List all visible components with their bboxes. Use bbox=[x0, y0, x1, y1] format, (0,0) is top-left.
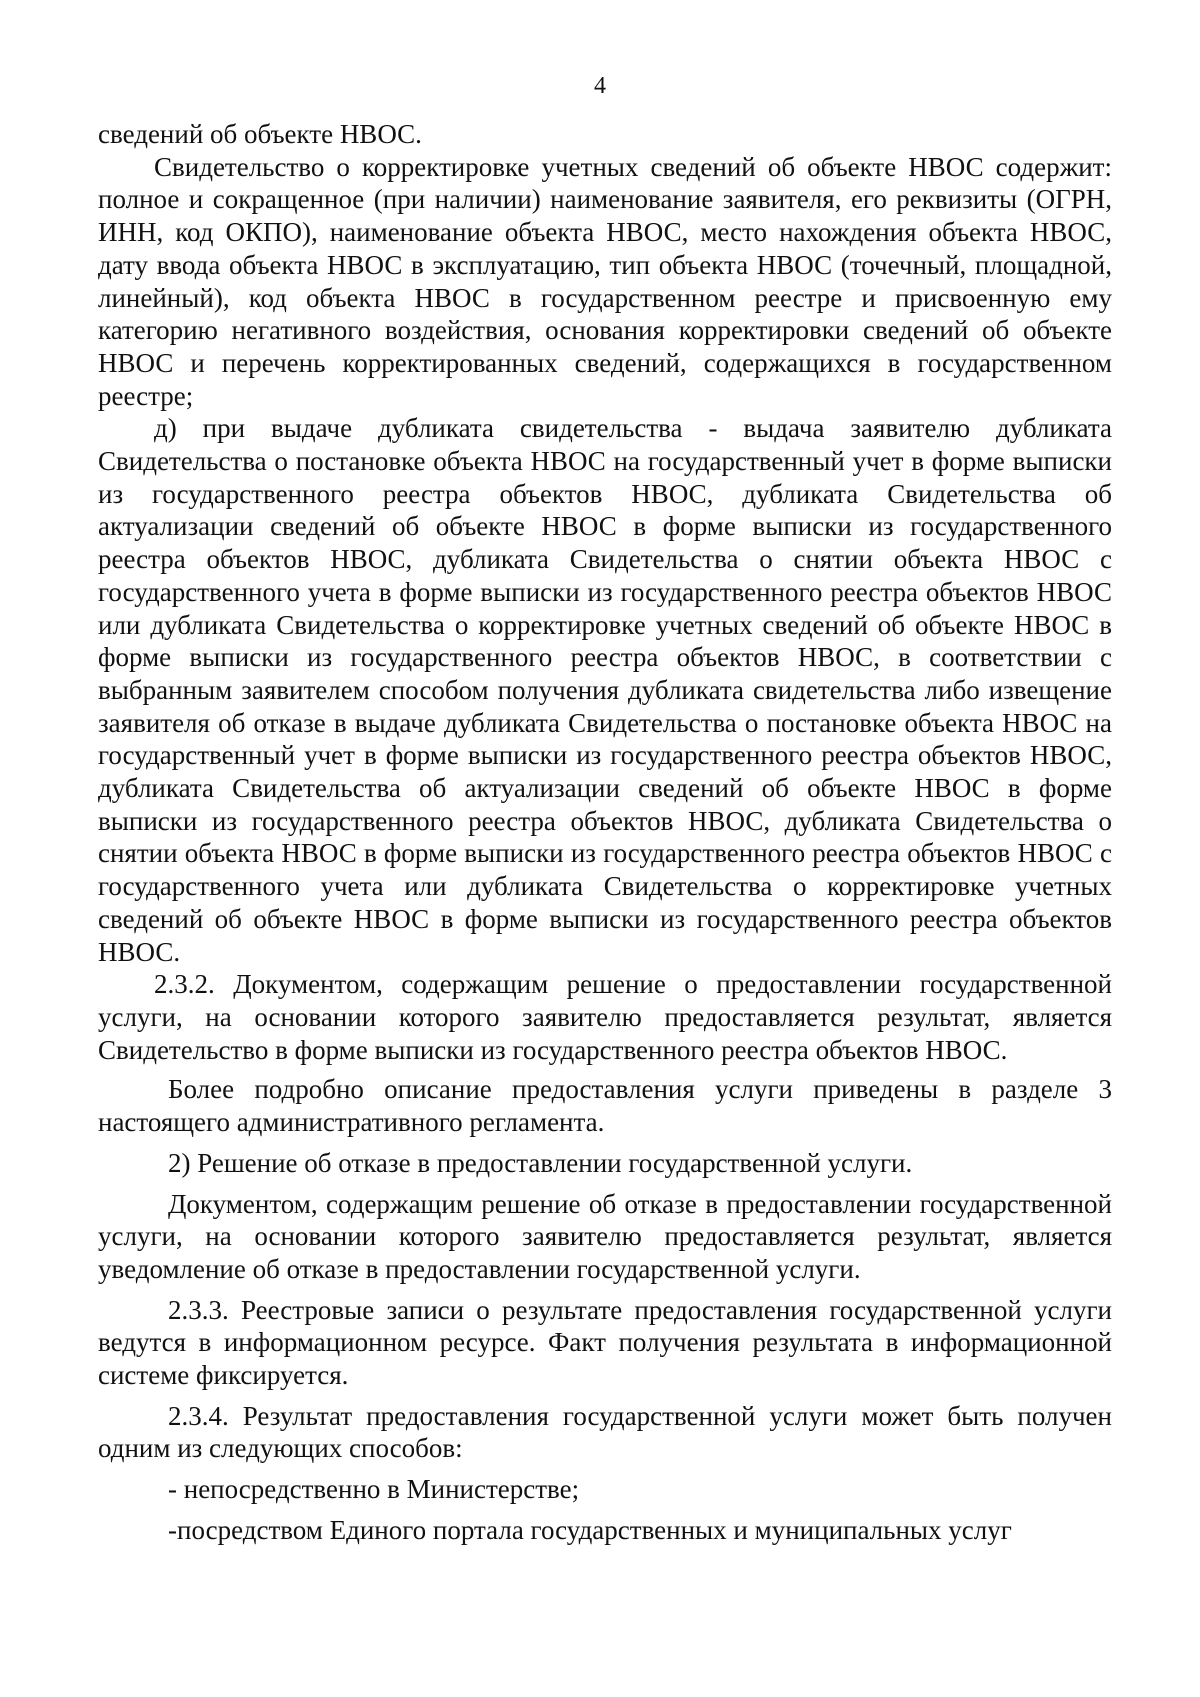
paragraph-11: -посредством Единого портала государственных и муниципальных услуг bbox=[168, 1514, 1012, 1545]
paragraph-4: 2.3.2. Документом, содержащим решение о предоставлении государственной услуги, на основании которого заявителю предоставляется результат, является Свидетельство в форме выписки из государственного реестра объектов НВОС. bbox=[98, 969, 1112, 1065]
paragraph-5: Более подробно описание предоставления услуги приведены в разделе 3 настоящего административного регламента. bbox=[98, 1074, 1112, 1138]
paragraph-10: - непосредственно в Министерстве; bbox=[168, 1474, 580, 1505]
paragraph-1: сведений об объекте НВОС. bbox=[98, 119, 422, 149]
paragraph-7: Документом, содержащим решение об отказе в предоставлении государственной услуги, на основании которого заявителю предоставляется результат, является уведомление об отказе в предоставлении государственной услуги. bbox=[98, 1188, 1112, 1284]
paragraph-2: Свидетельство о корректировке учетных сведений об объекте НВОС содержит: полное и сокращенное (при наличии) наименование заявителя, его реквизиты (ОГРН, ИНН, код ОКПО), наименование объекта НВОС, место нахождения объекта НВОС, дату ввода объекта НВОС в эксплуатацию, тип объекта НВОС (точечный, площадной, линейный), код объекта НВОС в государственном реестре и присвоенную ему категорию негативного воздействия, основания корректировки сведений об объекте НВОС и перечень корректированных сведений, содержащихся в государственном реестре; bbox=[98, 151, 1112, 411]
paragraph-6: 2) Решение об отказе в предоставлении государственной услуги. bbox=[168, 1147, 913, 1178]
paragraph-9: 2.3.4. Результат предоставления государственной услуги может быть получен одним из следующих способов: bbox=[98, 1400, 1112, 1464]
page-number: 4 bbox=[594, 73, 606, 99]
paragraph-8: 2.3.3. Реестровые записи о результате предоставления государственной услуги ведутся в информационном ресурсе. Факт получения результата в информационной системе фиксируется. bbox=[98, 1294, 1112, 1391]
document-body bbox=[98, 118, 1112, 1547]
paragraph-3: д) при выдаче дубликата свидетельства - выдача заявителю дубликата Свидетельства о постановке объекта НВОС на государственный учет в форме выписки из государственного реестра объектов НВОС, дубликата Свидетельства об актуализации сведений об объекте НВОС в форме выписки из государственного реестра объектов НВОС, дубликата Свидетельства о снятии объекта НВОС с государственного учета в форме выписки из государственного реестра объектов НВОС или дубликата Свидетельства о корректировке учетных сведений об объекте НВОС в форме выписки из государственного реестра объектов НВОС, в соответствии с выбранным заявителем способом получения дубликата свидетельства либо извещение заявителя об отказе в выдаче дубликата Свидетельства о постановке объекта НВОС на государственный учет в форме выписки из государственного реестра объектов НВОС, дубликата Свидетельства об актуализации сведений об объекте НВОС в форме выписки из государственного реестра объектов НВОС, дубликата Свидетельства о снятии объекта НВОС в форме выписки из государственного реестра объектов НВОС с государственного учета или дубликата Свидетельства о корректировке учетных сведений об объекте НВОС в форме выписки из государственного реестра объектов НВОС. bbox=[98, 413, 1112, 967]
